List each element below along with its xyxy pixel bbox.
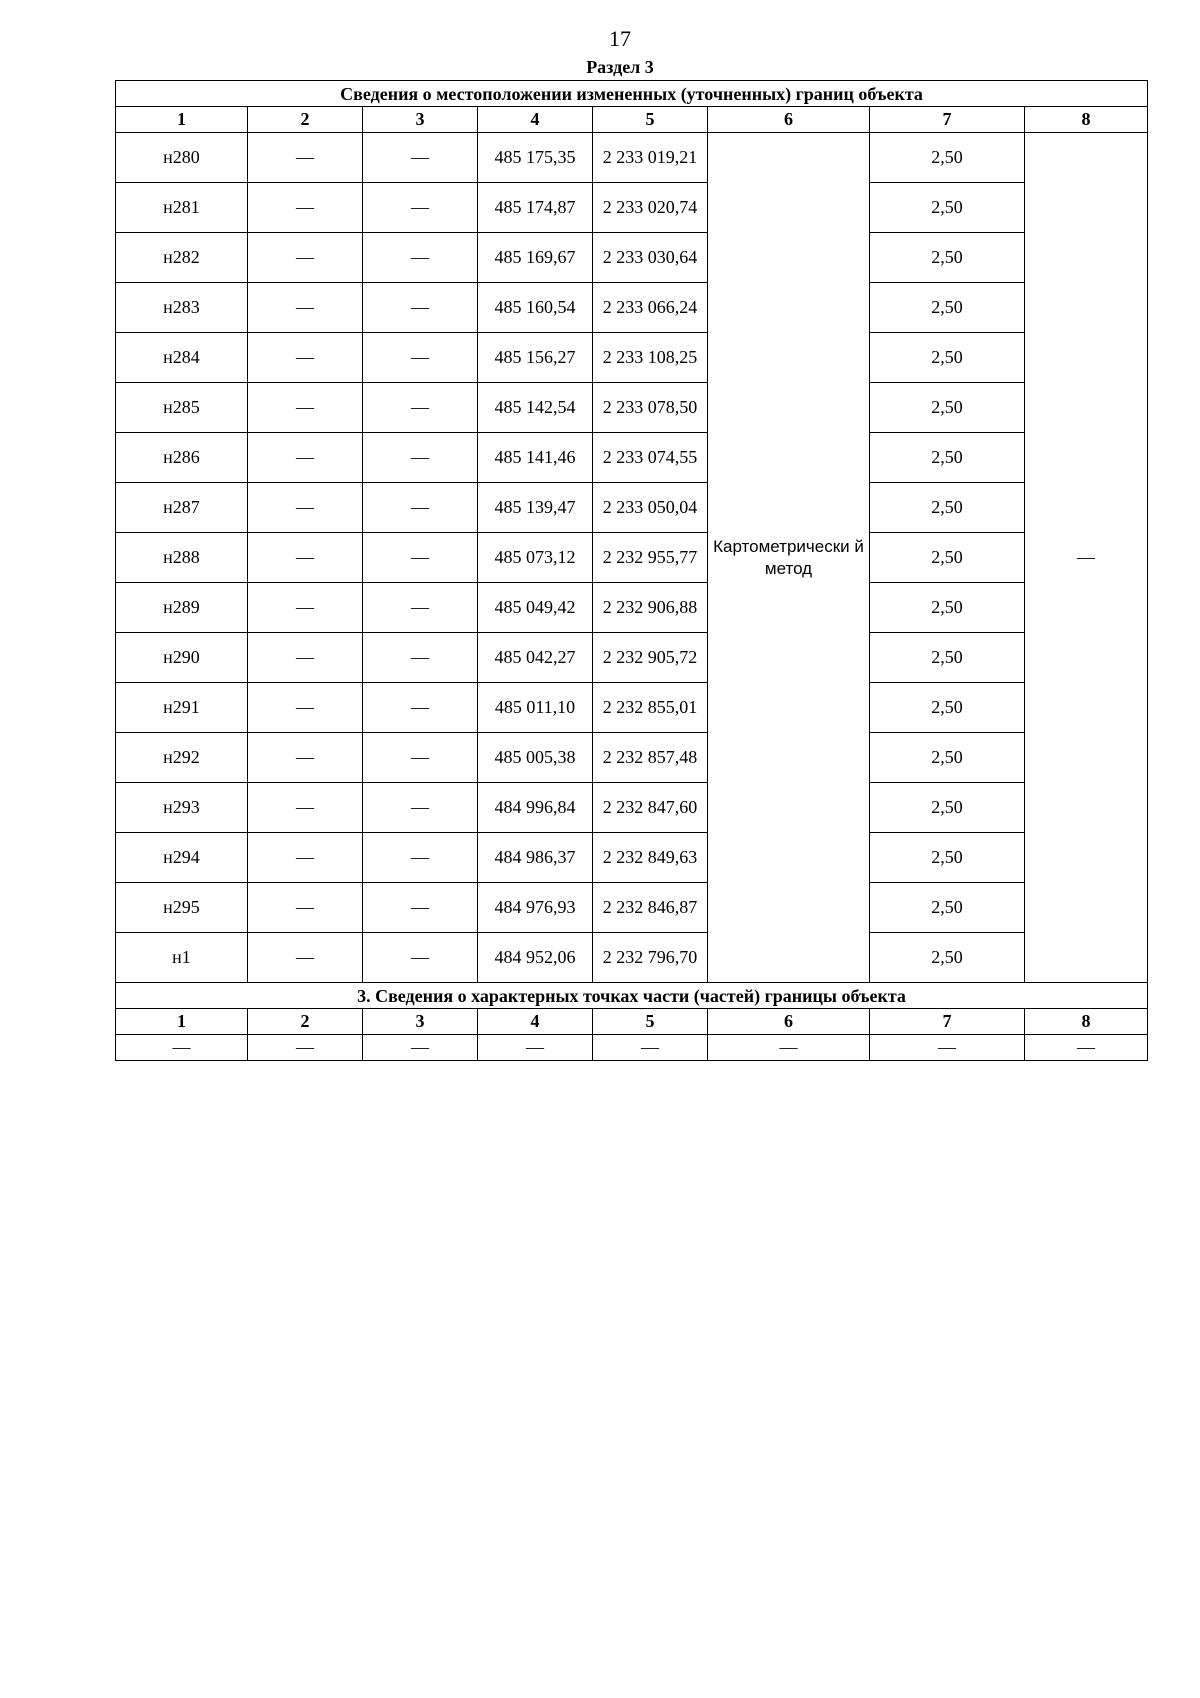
part-column-number-2: 2	[248, 1009, 363, 1035]
accuracy-cell: 2,50	[870, 883, 1025, 933]
column-2-cell: —	[248, 833, 363, 883]
column-2-cell: —	[248, 583, 363, 633]
part-column-number-5: 5	[593, 1009, 708, 1035]
point-name-cell: н288	[116, 533, 248, 583]
y-coordinate-cell: 2 232 847,60	[593, 783, 708, 833]
part-empty-cell: —	[1025, 1035, 1148, 1061]
y-coordinate-cell: 2 232 906,88	[593, 583, 708, 633]
column-2-cell: —	[248, 283, 363, 333]
part-column-number-6: 6	[708, 1009, 870, 1035]
column-3-cell: —	[363, 883, 478, 933]
column-2-cell: —	[248, 383, 363, 433]
accuracy-cell: 2,50	[870, 183, 1025, 233]
y-coordinate-cell: 2 233 020,74	[593, 183, 708, 233]
table-row	[116, 783, 1148, 833]
column-number-8: 8	[1025, 107, 1148, 133]
table-row	[116, 183, 1148, 233]
y-coordinate-cell: 2 232 846,87	[593, 883, 708, 933]
accuracy-cell: 2,50	[870, 333, 1025, 383]
y-coordinate-cell: 2 233 030,64	[593, 233, 708, 283]
column-number-7: 7	[870, 107, 1025, 133]
point-name-cell: н283	[116, 283, 248, 333]
x-coordinate-cell: 485 049,42	[478, 583, 593, 633]
table-row	[116, 833, 1148, 883]
table-row	[116, 483, 1148, 533]
accuracy-cell: 2,50	[870, 233, 1025, 283]
point-name-cell: н284	[116, 333, 248, 383]
accuracy-cell: 2,50	[870, 933, 1025, 983]
column-number-6: 6	[708, 107, 870, 133]
column-3-cell: —	[363, 233, 478, 283]
part-empty-cell: —	[116, 1035, 248, 1061]
part-empty-cell: —	[593, 1035, 708, 1061]
column-2-cell: —	[248, 683, 363, 733]
column-3-cell: —	[363, 833, 478, 883]
section-title: Раздел 3	[586, 57, 654, 77]
part-column-number-1: 1	[116, 1009, 248, 1035]
x-coordinate-cell: 485 169,67	[478, 233, 593, 283]
part-column-number-4: 4	[478, 1009, 593, 1035]
x-coordinate-cell: 485 174,87	[478, 183, 593, 233]
x-coordinate-cell: 485 139,47	[478, 483, 593, 533]
column-3-cell: —	[363, 583, 478, 633]
column-3-cell: —	[363, 483, 478, 533]
accuracy-cell: 2,50	[870, 133, 1025, 183]
part-column-number-8: 8	[1025, 1009, 1148, 1035]
y-coordinate-cell: 2 232 855,01	[593, 683, 708, 733]
accuracy-cell: 2,50	[870, 283, 1025, 333]
accuracy-cell: 2,50	[870, 783, 1025, 833]
column-number-2: 2	[248, 107, 363, 133]
x-coordinate-cell: 485 005,38	[478, 733, 593, 783]
x-coordinate-cell: 485 011,10	[478, 683, 593, 733]
accuracy-cell: 2,50	[870, 633, 1025, 683]
table-heading: Сведения о местоположении измененных (уточненных) границ объекта	[116, 81, 1148, 107]
column-3-cell: —	[363, 533, 478, 583]
table-row	[116, 933, 1148, 983]
part-empty-cell: —	[478, 1035, 593, 1061]
accuracy-cell: 2,50	[870, 733, 1025, 783]
column-2-cell: —	[248, 933, 363, 983]
accuracy-cell: 2,50	[870, 483, 1025, 533]
column-2-cell: —	[248, 433, 363, 483]
method-cell: Картометрически й метод	[708, 133, 870, 983]
point-name-cell: н1	[116, 933, 248, 983]
column-2-cell: —	[248, 733, 363, 783]
part-section-heading: 3. Сведения о характерных точках части (частей) границы объекта	[116, 983, 1148, 1009]
point-name-cell: н293	[116, 783, 248, 833]
column-number-5: 5	[593, 107, 708, 133]
x-coordinate-cell: 485 073,12	[478, 533, 593, 583]
table-row	[116, 433, 1148, 483]
column-3-cell: —	[363, 333, 478, 383]
x-coordinate-cell: 485 175,35	[478, 133, 593, 183]
column-8-cell: —	[1025, 133, 1148, 983]
page-number: 17	[609, 26, 631, 51]
y-coordinate-cell: 2 233 108,25	[593, 333, 708, 383]
y-coordinate-cell: 2 232 905,72	[593, 633, 708, 683]
column-2-cell: —	[248, 633, 363, 683]
x-coordinate-cell: 485 156,27	[478, 333, 593, 383]
accuracy-cell: 2,50	[870, 683, 1025, 733]
column-3-cell: —	[363, 183, 478, 233]
point-name-cell: н292	[116, 733, 248, 783]
column-2-cell: —	[248, 183, 363, 233]
point-name-cell: н294	[116, 833, 248, 883]
y-coordinate-cell: 2 233 074,55	[593, 433, 708, 483]
column-2-cell: —	[248, 483, 363, 533]
table-row	[116, 683, 1148, 733]
column-2-cell: —	[248, 783, 363, 833]
table-row	[116, 333, 1148, 383]
column-3-cell: —	[363, 633, 478, 683]
y-coordinate-cell: 2 232 849,63	[593, 833, 708, 883]
accuracy-cell: 2,50	[870, 533, 1025, 583]
table-row	[116, 383, 1148, 433]
table-row	[116, 283, 1148, 333]
point-name-cell: н285	[116, 383, 248, 433]
boundary-coordinates-table	[115, 80, 1148, 1061]
table-row	[116, 533, 1148, 583]
part-column-number-3: 3	[363, 1009, 478, 1035]
column-3-cell: —	[363, 683, 478, 733]
x-coordinate-cell: 484 952,06	[478, 933, 593, 983]
y-coordinate-cell: 2 232 796,70	[593, 933, 708, 983]
accuracy-cell: 2,50	[870, 833, 1025, 883]
point-name-cell: н295	[116, 883, 248, 933]
x-coordinate-cell: 485 042,27	[478, 633, 593, 683]
point-name-cell: н282	[116, 233, 248, 283]
column-2-cell: —	[248, 233, 363, 283]
point-name-cell: н289	[116, 583, 248, 633]
column-2-cell: —	[248, 533, 363, 583]
column-number-3: 3	[363, 107, 478, 133]
y-coordinate-cell: 2 232 955,77	[593, 533, 708, 583]
table-row	[116, 733, 1148, 783]
point-name-cell: н291	[116, 683, 248, 733]
y-coordinate-cell: 2 232 857,48	[593, 733, 708, 783]
column-3-cell: —	[363, 933, 478, 983]
point-name-cell: н290	[116, 633, 248, 683]
column-3-cell: —	[363, 783, 478, 833]
column-3-cell: —	[363, 433, 478, 483]
column-3-cell: —	[363, 283, 478, 333]
column-2-cell: —	[248, 883, 363, 933]
x-coordinate-cell: 485 141,46	[478, 433, 593, 483]
column-2-cell: —	[248, 133, 363, 183]
y-coordinate-cell: 2 233 066,24	[593, 283, 708, 333]
table-row	[116, 133, 1148, 183]
point-name-cell: н287	[116, 483, 248, 533]
part-empty-cell: —	[870, 1035, 1025, 1061]
y-coordinate-cell: 2 233 050,04	[593, 483, 708, 533]
x-coordinate-cell: 484 996,84	[478, 783, 593, 833]
column-3-cell: —	[363, 733, 478, 783]
column-number-4: 4	[478, 107, 593, 133]
column-number-1: 1	[116, 107, 248, 133]
table-row	[116, 233, 1148, 283]
y-coordinate-cell: 2 233 078,50	[593, 383, 708, 433]
part-empty-cell: —	[363, 1035, 478, 1061]
x-coordinate-cell: 484 986,37	[478, 833, 593, 883]
column-3-cell: —	[363, 133, 478, 183]
table-row	[116, 633, 1148, 683]
point-name-cell: н286	[116, 433, 248, 483]
part-column-number-7: 7	[870, 1009, 1025, 1035]
table-row	[116, 583, 1148, 633]
point-name-cell: н280	[116, 133, 248, 183]
y-coordinate-cell: 2 233 019,21	[593, 133, 708, 183]
part-empty-row	[116, 1035, 1148, 1061]
x-coordinate-cell: 485 160,54	[478, 283, 593, 333]
table-row	[116, 883, 1148, 933]
accuracy-cell: 2,50	[870, 383, 1025, 433]
point-name-cell: н281	[116, 183, 248, 233]
x-coordinate-cell: 485 142,54	[478, 383, 593, 433]
column-2-cell: —	[248, 333, 363, 383]
column-3-cell: —	[363, 383, 478, 433]
accuracy-cell: 2,50	[870, 583, 1025, 633]
part-empty-cell: —	[248, 1035, 363, 1061]
accuracy-cell: 2,50	[870, 433, 1025, 483]
x-coordinate-cell: 484 976,93	[478, 883, 593, 933]
part-empty-cell: —	[708, 1035, 870, 1061]
